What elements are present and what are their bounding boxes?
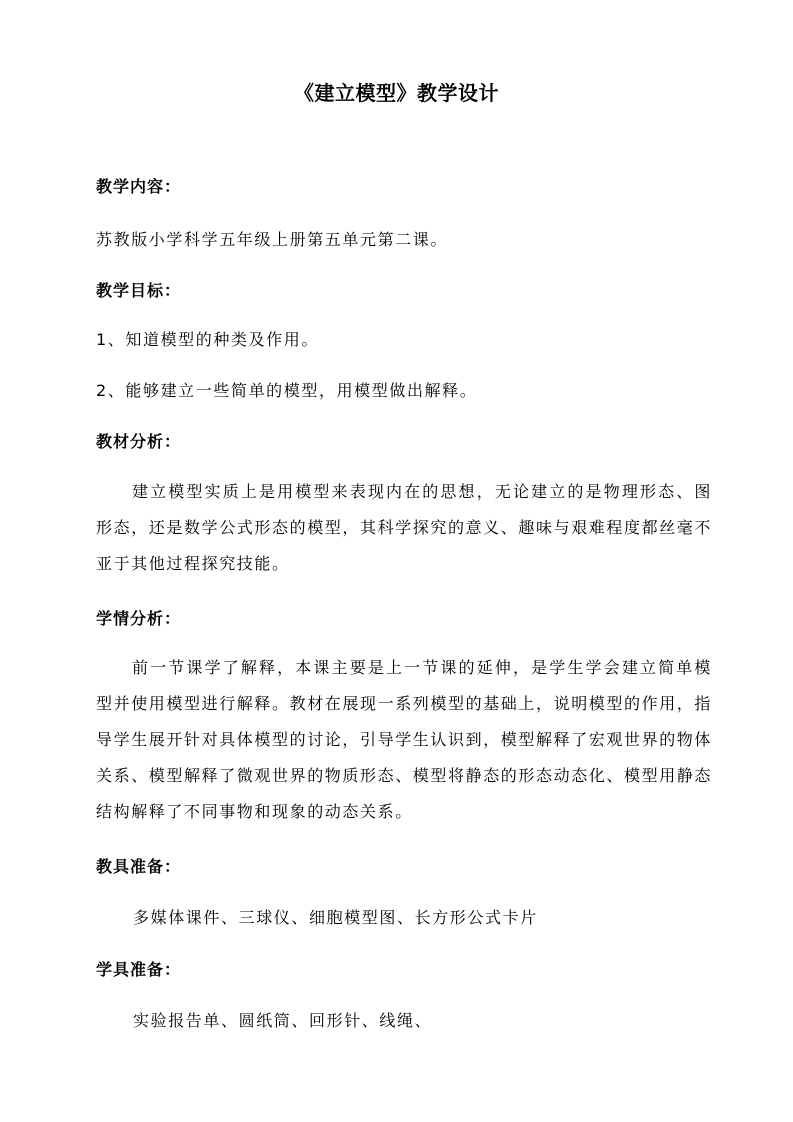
section-heading-material-analysis: 教材分析：	[96, 432, 182, 451]
section-heading-student-analysis: 学情分析：	[96, 609, 182, 628]
teacher-tools-text: 多媒体课件、三球仪、细胞模型图、长方形公式卡片	[133, 908, 538, 927]
section-heading-student-tools: 学具准备：	[96, 960, 182, 979]
content-text: 苏教版小学科学五年级上册第五单元第二课。	[96, 230, 449, 249]
section-heading-goals: 教学目标：	[96, 281, 182, 300]
material-analysis-paragraph: 建立模型实质上是用模型来表现内在的思想，无论建立的是物理形态、图形态，还是数学公式形态的模型，其科学探究的意义、趣味与艰难程度都丝毫不亚于其他过程探究技能。	[96, 482, 713, 573]
student-analysis-paragraph: 前一节课学了解释，本课主要是上一节课的延伸，是学生学会建立简单模型并使用模型进行解释。教材在展现一系列模型的基础上，说明模型的作用，指导学生展开针对具体模型的讨论，引导学生认识到，模型解释了宏观世界的物体关系、模型解释了微观世界的物质形态、模型将静态的形态动态化、模型用静态结构解释了不同事物和现象的动态关系。	[96, 658, 713, 821]
goal-item-1: 1、知道模型的种类及作用。	[96, 330, 319, 349]
goal-item-2: 2、能够建立一些简单的模型，用模型做出解释。	[96, 381, 478, 400]
section-heading-content: 教学内容：	[96, 177, 182, 196]
document-title: 《建立模型》教学设计	[294, 81, 499, 105]
student-tools-text: 实验报告单、圆纸筒、回形针、线绳、	[133, 1011, 433, 1030]
section-heading-teacher-tools: 教具准备：	[96, 857, 182, 876]
